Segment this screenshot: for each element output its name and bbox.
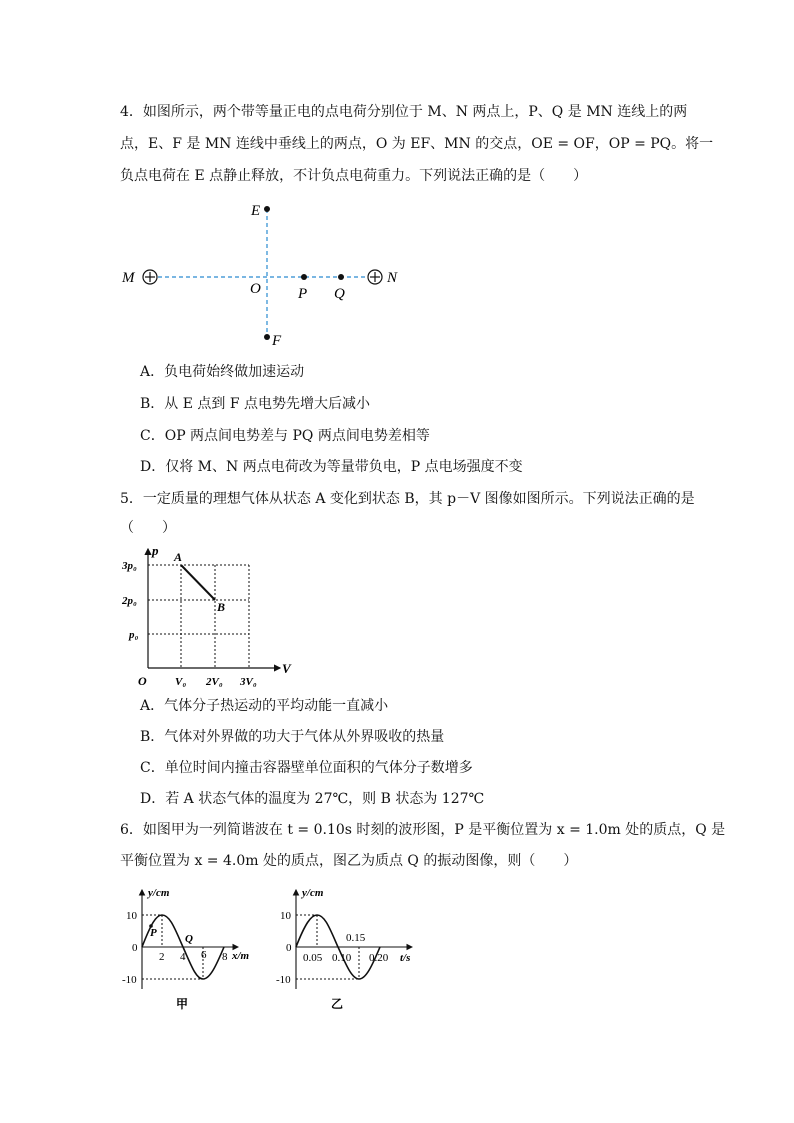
q4-text-line1: 4．如图所示，两个带等量正电的点电荷分别位于 M、N 两点上，P、Q 是 MN 连线上的两 <box>120 104 688 120</box>
tick-x4: 4 <box>180 951 186 963</box>
label-tlabel: t/s <box>400 952 411 964</box>
tick-y10: 10 <box>126 910 137 922</box>
point-q <box>338 274 344 280</box>
q4-option-d: D．仅将 M、N 两点电荷改为等量带负电，P 点电场强度不变 <box>140 459 523 475</box>
label-n: N <box>387 270 398 286</box>
label-b: B <box>217 600 226 614</box>
label-p: P <box>298 286 308 302</box>
label-origin: O <box>138 674 147 688</box>
label-m: M <box>122 270 135 286</box>
label-ylabel: y/cm <box>148 887 170 899</box>
q5-text-line1: 5．一定质量的理想气体从状态 A 变化到状态 B，其 p－V 图像如图所示。下列说法正确的是 <box>120 491 695 507</box>
point-p <box>301 274 307 280</box>
q4-option-b: B．从 E 点到 F 点电势先增大后减小 <box>140 396 371 412</box>
q5-text-line2: （ ） <box>120 520 176 536</box>
caption-jia: 甲 <box>176 997 189 1011</box>
q4-text-line3: 负点电荷在 E 点静止释放，不计负点电荷重力。下列说法正确的是（ ） <box>120 168 588 184</box>
tick-t020: 0.20 <box>369 952 389 964</box>
label-xlabel: x/m <box>232 950 250 962</box>
point-f <box>264 334 270 340</box>
tick-y0: 0 <box>132 942 138 954</box>
q5-option-a: A．气体分子热运动的平均动能一直减小 <box>140 698 389 714</box>
grid <box>148 565 249 668</box>
q5-option-d: D．若 A 状态气体的温度为 27℃，则 B 状态为 127℃ <box>140 791 485 807</box>
tick-2p0: 2p₀ <box>122 595 137 607</box>
tick-v0: V₀ <box>175 676 187 688</box>
process-ab <box>181 565 215 600</box>
tick-b-y0: 0 <box>286 942 292 954</box>
tick-y-10: -10 <box>122 974 137 986</box>
q5-pv-graph <box>120 543 300 693</box>
tick-b-y10: 10 <box>280 910 291 922</box>
label-v-axis: V <box>282 661 291 676</box>
tick-x8: 8 <box>222 951 228 963</box>
label-e: E <box>251 203 261 219</box>
tick-t005: 0.05 <box>303 952 323 964</box>
q6-wave-graph <box>120 884 260 1014</box>
tick-x6: 6 <box>201 949 207 961</box>
tick-b-y-10: -10 <box>276 974 291 986</box>
q4-charge-diagram <box>110 195 410 350</box>
q6-text-line1: 6．如图甲为一列简谐波在 t = 0.10s 时刻的波形图，P 是平衡位置为 x = 1.0m 处的质点，Q 是 <box>120 822 726 838</box>
charge-n <box>368 270 382 284</box>
label-p-axis: p <box>152 543 159 558</box>
label-o: O <box>250 281 261 297</box>
label-q-point: Q <box>185 933 193 945</box>
caption-yi: 乙 <box>331 997 344 1011</box>
tick-3v0: 3V₀ <box>240 676 257 688</box>
tick-x2: 2 <box>159 951 165 963</box>
label-a: A <box>174 550 183 564</box>
q5-option-b: B．气体对外界做的功大于气体从外界吸收的热量 <box>140 729 445 745</box>
q6-vibration-graph <box>276 884 426 1014</box>
tick-t010: 0.10 <box>332 952 352 964</box>
q4-option-c: C．OP 两点间电势差与 PQ 两点间电势差相等 <box>140 428 430 444</box>
point-e <box>264 206 270 212</box>
tick-p0: p₀ <box>129 629 139 641</box>
label-q: Q <box>334 286 345 302</box>
tick-2v0: 2V₀ <box>206 676 223 688</box>
q4-text-line2: 点，E、F 是 MN 连线中垂线上的两点，O 为 EF、MN 的交点，OE = OF，OP = PQ。将一 <box>120 136 714 152</box>
charge-m <box>143 270 157 284</box>
label-ylabel-b: y/cm <box>302 887 324 899</box>
q6-text-line2: 平衡位置为 x = 4.0m 处的质点，图乙为质点 Q 的振动图像，则（ ） <box>120 853 578 869</box>
tick-3p0: 3p₀ <box>122 560 137 572</box>
label-p-point: P <box>150 927 157 939</box>
q4-option-a: A．负电荷始终做加速运动 <box>140 364 305 380</box>
label-f: F <box>272 333 282 349</box>
q5-option-c: C．单位时间内撞击容器壁单位面积的气体分子数增多 <box>140 760 473 776</box>
tick-t015: 0.15 <box>346 932 366 944</box>
